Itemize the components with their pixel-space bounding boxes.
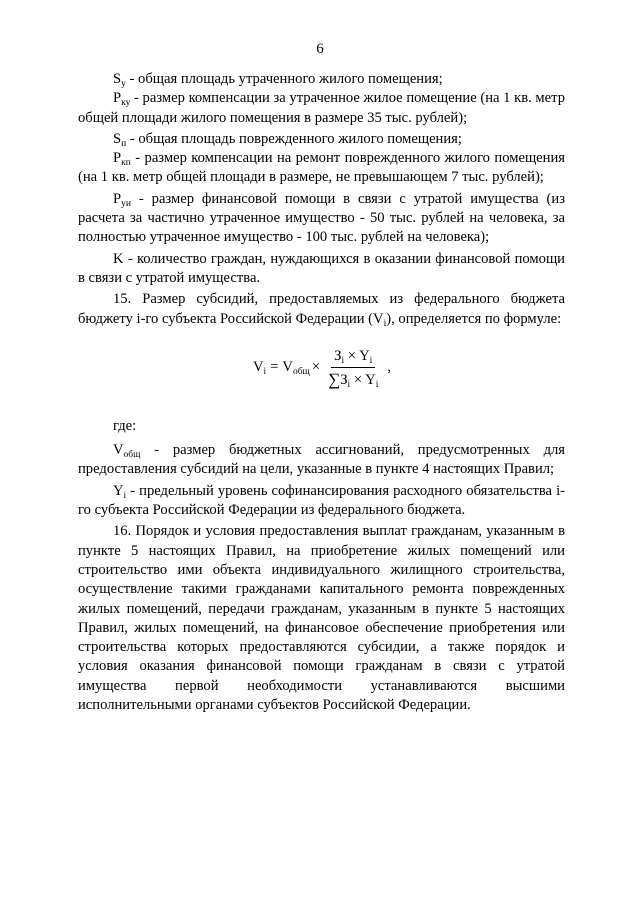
definition-p-ku: $P_{ку}$ - размер компенсации за утраченное жилое помещение (на 1 кв. метр общей площади жилого помещения в размере 35 тыс. рублей); (78, 90, 565, 126)
definition-v-total: $V_{общ}$ - размер бюджетных ассигнований, предусмотренных для предоставления субсидий на цели, указанные в пункте 4 настоящих Правил; (78, 442, 565, 478)
where-label: где: (113, 417, 137, 434)
formula-comma: , (387, 359, 392, 376)
paragraph-15: 15. Размер субсидий, предоставляемых из федерального бюджета бюджету i-го субъекта Российской Федерации $(V_i)$, определяется по формуле: (78, 291, 565, 329)
symbol: $V_{общ}$ (113, 442, 141, 461)
formula-lhs: $V_i$ (253, 359, 267, 378)
page-number: 6 (316, 41, 324, 57)
definition-s-p: $S_п$ - общая площадь поврежденного жилого помещения; (113, 130, 462, 149)
symbol: $P_{уи}$ (113, 190, 131, 209)
formula-equals: = (270, 359, 279, 376)
definition-p-ui: $P_{уи}$ - размер финансовой помощи в связи с утратой имущества (из расчета за частично утраченное имущество - 50 тыс. рублей на человека, за полностью утраченное имущество - 100 тыс. рублей на человека); (78, 190, 565, 246)
formula-v-total: $V_{общ}$ (282, 359, 310, 378)
symbol: $P_{ку}$ (113, 90, 131, 109)
symbol: K (113, 250, 124, 267)
definition-k: K - количество граждан, нуждающихся в оказании финансовой помощи в связи с утратой имущества. (78, 250, 565, 286)
paragraph-16: 16. Порядок и условия предоставления выплат гражданам, указанным в пункте 5 настоящих Правил, на приобретение жилых помещений или строительство ими объекта индивидуального жилищного строительства, осуществление такими гражданами капитального ремонта поврежденных жилых помещений, передачи гражданам, указанным в пункте 5 настоящих Правил, жилых помещений, на финансовое обеспечение приобретения или строительства которых предоставляются субсидии, а также порядок и условия оказания финансовой помощи гражданам в связи с утратой имущества первой необходимости устанавливаются высшими исполнительными органами субъектов Российской Федерации. (78, 523, 565, 714)
definition-s-u: $S_у$ - общая площадь утраченного жилого помещения; (113, 71, 443, 89)
definition-y-i: $Y_i$ - предельный уровень софинансирования расходного обязательства i-го субъекта Российской Федерации из федерального бюджета. (78, 482, 565, 519)
symbol: $Y_i$ (113, 482, 127, 501)
formula-denominator: $\sum З_i \times Y_i$ (328, 369, 379, 390)
formula-block (78, 331, 565, 415)
symbol: $S_п$ (113, 130, 127, 149)
subsidy-formula (253, 347, 391, 389)
document-body (78, 70, 565, 717)
formula-times: × (311, 359, 321, 376)
definition-p-kp: $P_{кп}$ - размер компенсации на ремонт поврежденного жилого помещения (на 1 кв. метр общей площади в размере, не превышающем 7 тыс. рублей); (78, 150, 565, 186)
symbol: $P_{кп}$ (113, 150, 131, 169)
formula-fraction (325, 347, 381, 389)
formula-numerator: $З_i \times Y_i$ (331, 347, 375, 368)
symbol: $S_у$ (113, 71, 126, 89)
